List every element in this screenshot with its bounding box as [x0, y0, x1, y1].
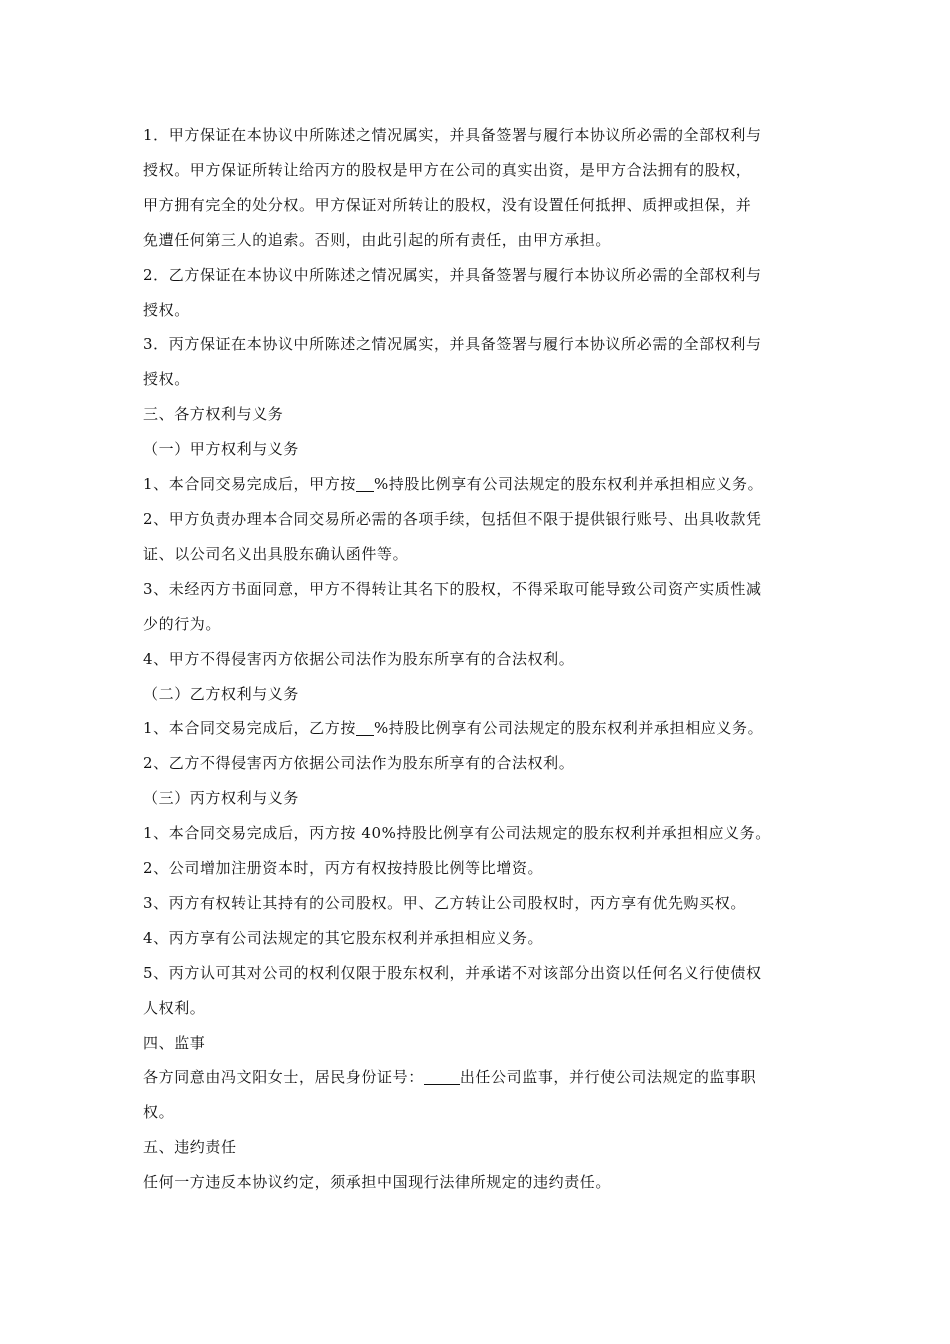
text-segment: %持股比例享有公司法规定的股东权利并承担相应义务。: [373, 475, 764, 494]
text-line: 任何一方违反本协议约定，须承担中国现行法律所规定的违约责任。: [143, 1173, 612, 1192]
subsection-heading: （三）丙方权利与义务: [143, 789, 300, 808]
text-segment: 1、本合同交易完成后，乙方按: [143, 719, 356, 738]
text-line: 授权。甲方保证所转让给丙方的股权是甲方在公司的真实出资，是甲方合法拥有的股权，: [143, 160, 752, 179]
text-line: 5、丙方认可其对公司的权利仅限于股东权利，并承诺不对该部分出资以任何名义行使债权: [143, 963, 762, 982]
text-segment: 出任公司监事，并行使公司法规定的监事职: [459, 1068, 757, 1087]
text-line: 授权。: [143, 370, 190, 389]
subsection-heading: （一）甲方权利与义务: [143, 440, 300, 459]
text-line: 2、乙方不得侵害丙方依据公司法作为股东所享有的合法权利。: [143, 754, 575, 773]
text-line: 4、丙方享有公司法规定的其它股东权利并承担相应义务。: [143, 928, 544, 947]
text-line: 人权利。: [143, 998, 206, 1017]
fill-in-blank: [356, 719, 374, 736]
text-segment: 各方同意由冯文阳女士，居民身份证号：: [143, 1068, 424, 1087]
text-line: 授权。: [143, 300, 190, 319]
text-line: 2．乙方保证在本协议中所陈述之情况属实，并具备签署与履行本协议所必需的全部权利与: [143, 265, 762, 284]
text-line-with-blank: [143, 467, 813, 502]
fill-in-blank: [356, 475, 374, 492]
text-line: 2、甲方负责办理本合同交易所必需的各项手续，包括但不限于提供银行账号、出具收款凭: [143, 509, 762, 528]
text-line: 3．丙方保证在本协议中所陈述之情况属实，并具备签署与履行本协议所必需的全部权利与: [143, 335, 762, 354]
text-line: 少的行为。: [143, 614, 222, 633]
section-heading: 五、违约责任: [143, 1138, 237, 1157]
text-line: 4、甲方不得侵害丙方依据公司法作为股东所享有的合法权利。: [143, 649, 575, 668]
text-segment: 1、本合同交易完成后，甲方按: [143, 475, 356, 494]
document-body: [143, 118, 813, 1200]
text-line: 3、未经丙方书面同意，甲方不得转让其名下的股权，不得采取可能导致公司资产实质性减: [143, 579, 762, 598]
text-segment: %持股比例享有公司法规定的股东权利并承担相应义务。: [373, 719, 764, 738]
text-line-with-blank: [143, 1060, 813, 1095]
text-line: 1、本合同交易完成后，丙方按 40%持股比例享有公司法规定的股东权利并承担相应义务。: [143, 824, 771, 843]
text-line: 2、公司增加注册资本时，丙方有权按持股比例等比增资。: [143, 859, 544, 878]
section-heading: 四、监事: [143, 1033, 206, 1052]
fill-in-blank: [424, 1068, 460, 1085]
section-heading: 三、各方权利与义务: [143, 405, 284, 424]
text-line: 3、丙方有权转让其持有的公司股权。甲、乙方转让公司股权时，丙方享有优先购买权。: [143, 893, 746, 912]
text-line: 权。: [143, 1103, 175, 1122]
text-line-with-blank: [143, 711, 813, 746]
subsection-heading: （二）乙方权利与义务: [143, 684, 300, 703]
text-line: 1．甲方保证在本协议中所陈述之情况属实，并具备签署与履行本协议所必需的全部权利与: [143, 126, 762, 144]
text-line: 免遭任何第三人的追索。否则，由此引起的所有责任，由甲方承担。: [143, 230, 612, 249]
text-line: 甲方拥有完全的处分权。甲方保证对所转让的股权，没有设置任何抵押、质押或担保，并: [143, 195, 752, 214]
text-line: 证、以公司名义出具股东确认函件等。: [143, 544, 409, 563]
